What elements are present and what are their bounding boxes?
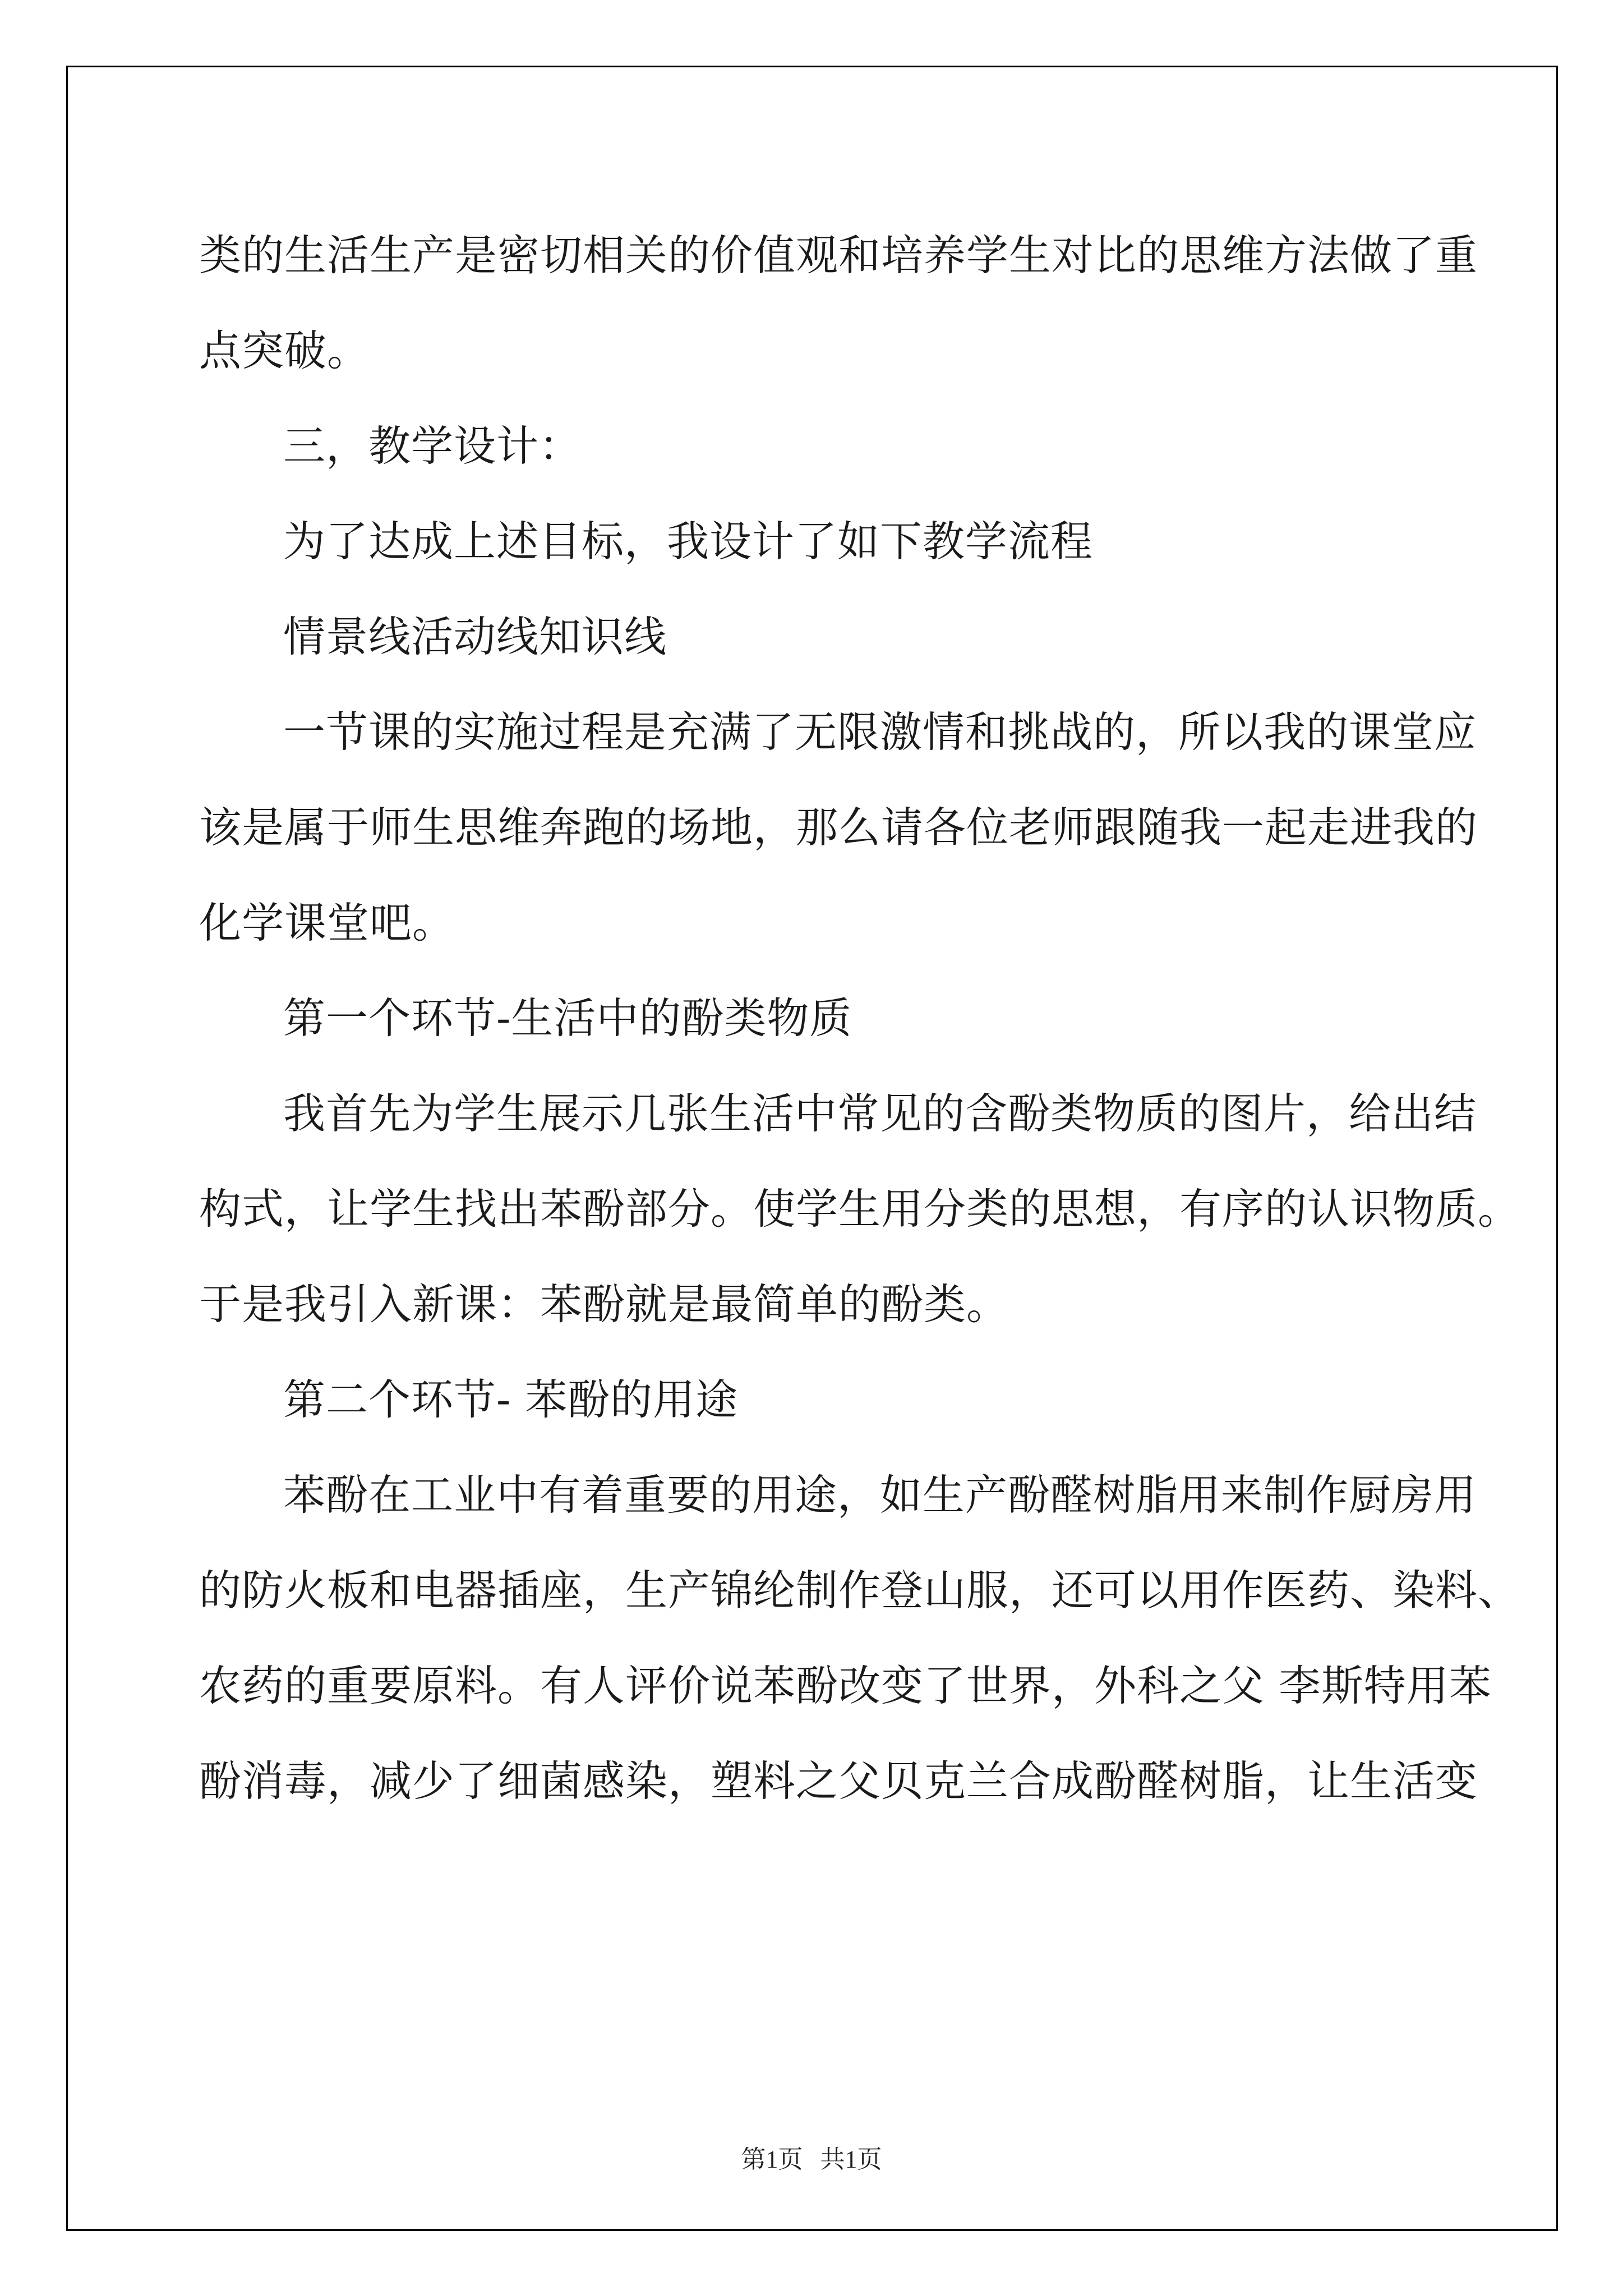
section-heading: 三，教学设计：	[283, 421, 582, 471]
text-line: 情景线活动线知识线	[283, 612, 667, 661]
section-heading: 第二个环节- 苯酚的用途	[283, 1375, 739, 1424]
text-line: 我首先为学生展示几张生活中常见的含酚类物质的图片，给出结	[283, 1089, 1477, 1138]
text-line: 农药的重要原料。有人评价说苯酚改变了世界，外科之父 李斯特用苯	[199, 1661, 1492, 1710]
text-line: 于是我引入新课：苯酚就是最简单的酚类。	[199, 1280, 1009, 1329]
text-line: 酚消毒，减少了细菌感染，塑料之父贝克兰合成酚醛树脂，让生活变	[199, 1756, 1478, 1806]
text-line: 化学课堂吧。	[199, 898, 455, 947]
page-number-current: 第1页	[741, 2146, 803, 2173]
text-line: 为了达成上述目标，我设计了如下教学流程	[283, 517, 1094, 566]
text-line: 的防火板和电器插座，生产锦纶制作登山服，还可以用作医药、染料、	[199, 1566, 1521, 1615]
text-line: 点突破。	[199, 326, 370, 375]
text-line: 苯酚在工业中有着重要的用途，如生产酚醛树脂用来制作厨房用	[283, 1470, 1477, 1520]
section-heading: 第一个环节-生活中的酚类物质	[283, 993, 852, 1043]
text-line: 构式，让学生找出苯酚部分。使学生用分类的思想，有序的认识物质。	[199, 1184, 1521, 1234]
page-number-total: 共1页	[820, 2146, 882, 2173]
page-footer	[0, 2143, 1623, 2177]
text-line: 该是属于师生思维奔跑的场地，那么请各位老师跟随我一起走进我的	[199, 803, 1478, 852]
document-body	[199, 208, 1521, 1829]
text-line: 类的生活生产是密切相关的价值观和培养学生对比的思维方法做了重	[199, 231, 1478, 280]
text-line: 一节课的实施过程是充满了无限激情和挑战的，所以我的课堂应	[283, 707, 1477, 757]
